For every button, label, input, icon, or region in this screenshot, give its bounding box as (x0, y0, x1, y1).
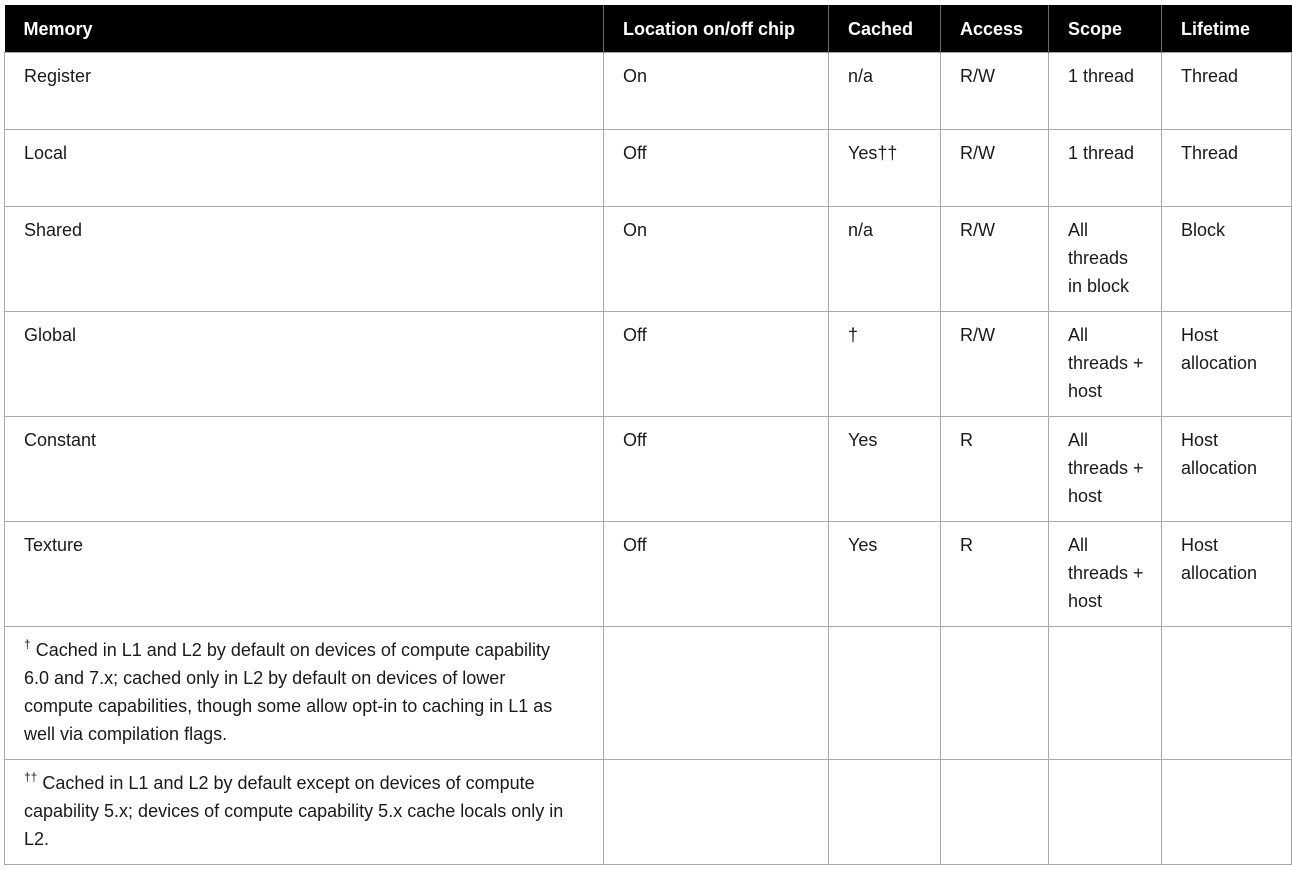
table-row-texture (5, 522, 1292, 627)
empty-cell (941, 627, 1049, 760)
table-body (5, 53, 1292, 865)
cell-lifetime: Host allocation (1162, 417, 1292, 522)
cell-cached: Yes (829, 417, 941, 522)
footnote-mark: †† (24, 770, 38, 784)
cell-lifetime: Thread (1162, 130, 1292, 207)
table-row-global (5, 312, 1292, 417)
cell-cached: Yes (829, 522, 941, 627)
cell-access: R/W (941, 53, 1049, 130)
cell-lifetime: Thread (1162, 53, 1292, 130)
header-memory: Memory (5, 5, 604, 53)
cell-location: Off (604, 417, 829, 522)
cell-memory: Shared (5, 207, 604, 312)
cell-memory: Texture (5, 522, 604, 627)
cell-scope: All threads + host (1049, 312, 1162, 417)
cell-location: Off (604, 130, 829, 207)
cell-access: R/W (941, 207, 1049, 312)
cell-scope: All threads + host (1049, 522, 1162, 627)
cell-location: On (604, 53, 829, 130)
cell-access: R/W (941, 130, 1049, 207)
footnote-text: Cached in L1 and L2 by default except on devices of compute capability 5.x; devices of compute capability 5.x cache locals only in L2. (24, 773, 564, 849)
cell-cached: Yes†† (829, 130, 941, 207)
empty-cell (604, 760, 829, 865)
cell-location: Off (604, 522, 829, 627)
cell-location: On (604, 207, 829, 312)
header-scope: Scope (1049, 5, 1162, 53)
table-row-constant (5, 417, 1292, 522)
header-cached: Cached (829, 5, 941, 53)
cell-scope: 1 thread (1049, 53, 1162, 130)
empty-cell (1162, 627, 1292, 760)
cell-scope: 1 thread (1049, 130, 1162, 207)
header-location: Location on/off chip (604, 5, 829, 53)
cell-lifetime: Host allocation (1162, 522, 1292, 627)
table-row-local (5, 130, 1292, 207)
table-header (5, 5, 1292, 53)
header-access: Access (941, 5, 1049, 53)
empty-cell (829, 760, 941, 865)
footnote-double-dagger (5, 760, 604, 865)
header-lifetime: Lifetime (1162, 5, 1292, 53)
cell-access: R/W (941, 312, 1049, 417)
cell-memory: Global (5, 312, 604, 417)
cell-cached: n/a (829, 207, 941, 312)
memory-table-container (4, 5, 1291, 865)
cell-scope: All threads in block (1049, 207, 1162, 312)
cell-access: R (941, 417, 1049, 522)
table-row-shared (5, 207, 1292, 312)
footnote-dagger (5, 627, 604, 760)
cell-cached: † (829, 312, 941, 417)
cell-access: R (941, 522, 1049, 627)
cell-lifetime: Block (1162, 207, 1292, 312)
cell-cached: n/a (829, 53, 941, 130)
empty-cell (1162, 760, 1292, 865)
cell-memory: Local (5, 130, 604, 207)
footnote-mark: † (24, 637, 31, 651)
empty-cell (941, 760, 1049, 865)
empty-cell (829, 627, 941, 760)
table-row-register (5, 53, 1292, 130)
table-row-footnote-double-dagger (5, 760, 1292, 865)
empty-cell (1049, 627, 1162, 760)
table-row-footnote-dagger (5, 627, 1292, 760)
empty-cell (604, 627, 829, 760)
cell-scope: All threads + host (1049, 417, 1162, 522)
empty-cell (1049, 760, 1162, 865)
cell-lifetime: Host allocation (1162, 312, 1292, 417)
cell-location: Off (604, 312, 829, 417)
memory-types-table (4, 5, 1292, 865)
header-row (5, 5, 1292, 53)
footnote-text: Cached in L1 and L2 by default on devices of compute capability 6.0 and 7.x; cached only in L2 by default on devices of lower compute capabilities, though some allow opt-in to caching in L1 as well via compilation flags. (24, 640, 553, 744)
cell-memory: Register (5, 53, 604, 130)
cell-memory: Constant (5, 417, 604, 522)
